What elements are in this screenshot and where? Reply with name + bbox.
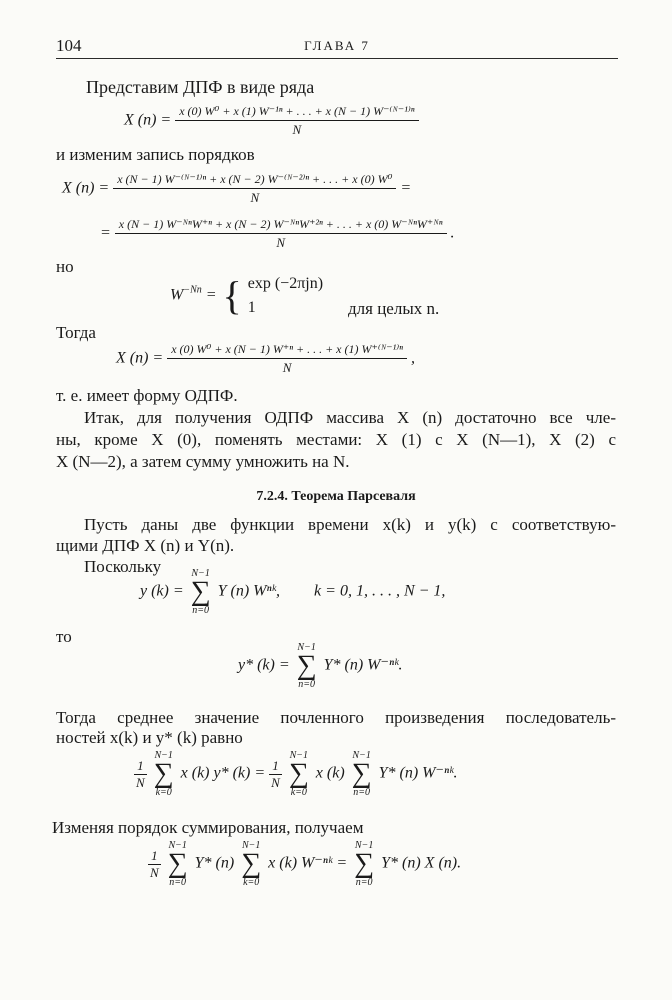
section-heading: 7.2.4. Теорема Парсеваля [256,489,416,504]
parseval-line-2: щими ДПФ X (n) и Y(n). [56,536,235,555]
eq8-fraction-num: 1 [134,758,147,775]
eq2-equals: = [400,179,412,197]
word-no: но [56,257,74,276]
sum-upper-limit: N−1 [168,840,187,851]
eq4-case-1: exp (−2πjn) [247,275,324,292]
sum-upper-limit: N−1 [241,840,261,851]
eq4-cases [248,272,323,320]
sigma-symbol: ∑ [296,650,317,681]
eq5-fraction [167,342,407,376]
eq8-fraction [134,758,147,791]
equation-7 [238,642,403,690]
eq1-fraction [175,104,418,138]
eq1-numerator: x (0) W⁰ + x (1) W⁻¹ⁿ + . . . + x (N − 1) W⁻⁽ᴺ⁻¹⁾ⁿ [175,104,418,121]
sum-sign [154,750,174,798]
sum-sign [289,750,309,798]
eq2-denominator: N [250,190,260,205]
eq4-exponent: −Nn [183,284,202,296]
eq9-body-2: x (k) W⁻ⁿᵏ = [268,854,348,872]
equation-2 [62,172,411,206]
sum-upper-limit: N−1 [191,568,210,579]
eq9-fraction-den: N [150,864,159,880]
eq4-case-2: 1 [247,299,256,316]
eq9-fraction-num: 1 [148,848,161,865]
eq9-body: Y* (n) [194,854,235,872]
eq2-numerator: x (N − 1) W⁻⁽ᴺ⁻¹⁾ⁿ + x (N − 2) W⁻⁽ᴺ⁻²⁾ⁿ + . . . + x (0) W⁰ [113,172,396,189]
eq7-lhs: y* (k) = [238,656,290,674]
sigma-symbol: ∑ [241,848,262,879]
eq8-fraction-den: N [136,774,145,790]
eq6-range: k = 0, 1, . . . , N − 1, [314,582,446,600]
equation-9 [148,840,461,888]
eq8-body: x (k) y* (k) = [180,764,266,782]
sigma-symbol: ∑ [190,576,211,607]
parseval-line-1: Пусть даны две функции времени x(k) и y(k) с соответствую- [84,515,616,534]
eq4-condition: для целых n. [348,299,440,318]
sum-lower-limit: k=0 [243,877,260,888]
eq4-lhs: W [170,286,184,304]
eq5-denominator: N [282,360,292,375]
eq7-body: Y* (n) W⁻ⁿᵏ. [323,656,403,674]
sum-sign [354,840,374,888]
eq3-fraction [115,217,447,251]
eq9-body-3: Y* (n) X (n). [381,854,462,872]
sum-sign [191,568,211,616]
word-then-1: Тогда [56,323,96,342]
eq8-fraction-2-num: 1 [269,758,282,775]
equation-3 [100,217,455,251]
paragraph-line-1: Итак, для получения ОДПФ массива X (n) достаточно все чле- [84,408,616,427]
sum-lower-limit: n=0 [355,877,373,888]
sum-lower-limit: k=0 [155,787,172,798]
eq6-lhs: y (k) = [140,582,184,600]
equation-4 [170,272,323,320]
eq3-denominator: N [276,235,285,250]
left-brace: { [222,273,242,318]
eq8-body-3: Y* (n) W⁻ⁿᵏ. [378,764,458,782]
sum-upper-limit: N−1 [352,750,371,761]
sum-sign [168,840,188,888]
sum-lower-limit: k=0 [290,787,307,798]
equation-6 [140,568,445,616]
mean-line-1: Тогда среднее значение почленного произведения последователь- [56,708,616,727]
eq1-denominator: N [292,122,302,137]
eq3-period: . [450,224,455,242]
eq5-numerator: x (0) W⁰ + x (N − 1) W⁺ⁿ + . . . + x (1) W⁺⁽ᴺ⁻¹⁾ⁿ [167,342,407,359]
equation-5 [116,342,415,376]
equation-1 [124,104,419,138]
word-that: то [56,627,72,646]
sum-sign [241,840,261,888]
eq4-equals: = [205,286,217,304]
sum-lower-limit: n=0 [353,787,371,798]
sum-sign [352,750,372,798]
eq3-equals: = [100,224,111,242]
sum-sign [297,642,317,690]
changing-order: Изменяя порядок суммирования, получаем [52,818,364,837]
paragraph-line-3: X (N—2), а затем сумму умножить на N. [56,452,350,471]
eq1-lhs: X (n) = [124,111,172,129]
header-rule [56,58,618,59]
eq5-lhs: X (n) = [116,349,164,367]
rewrite-sentence: и изменим запись порядков [56,145,255,164]
sigma-symbol: ∑ [167,848,188,879]
mean-line-2: ностей x(k) и y* (k) равно [56,728,243,747]
page-header [56,36,618,58]
equation-8 [134,750,458,798]
intro-sentence: Представим ДПФ в виде ряда [86,77,315,97]
word-since: Поскольку [84,557,162,576]
sum-lower-limit: n=0 [298,679,316,690]
eq8-fraction-2-den: N [271,774,280,790]
eq9-fraction [148,848,161,881]
paragraph-line-2: ны, кроме X (0), поменять местами: X (1) с X (N—1), X (2) с [56,430,616,449]
eq6-body: Y (n) Wⁿᵏ, [217,582,281,600]
eq2-fraction [113,172,396,206]
sum-upper-limit: N−1 [289,750,309,761]
eq5-comma: , [410,349,415,367]
sigma-symbol: ∑ [288,758,309,789]
sigma-symbol: ∑ [153,758,174,789]
running-head: ГЛАВА 7 [304,38,370,53]
sum-upper-limit: N−1 [297,642,316,653]
sigma-symbol: ∑ [354,848,375,879]
sum-upper-limit: N−1 [154,750,173,761]
eq8-fraction-2 [269,758,282,791]
eq3-numerator: x (N − 1) W⁻ᴺⁿW⁺ⁿ + x (N − 2) W⁻ᴺⁿW⁺²ⁿ + . . . + x (0) W⁻ᴺⁿW⁺ᴺⁿ [115,217,447,234]
eq2-lhs: X (n) = [62,179,110,197]
eq8-body-2: x (k) [315,764,345,782]
sum-upper-limit: N−1 [354,840,374,851]
sigma-symbol: ∑ [351,758,372,789]
form-sentence: т. е. имеет форму ОДПФ. [56,386,238,405]
sum-lower-limit: n=0 [192,605,210,616]
sum-lower-limit: n=0 [169,877,187,888]
page-number: 104 [56,36,82,55]
